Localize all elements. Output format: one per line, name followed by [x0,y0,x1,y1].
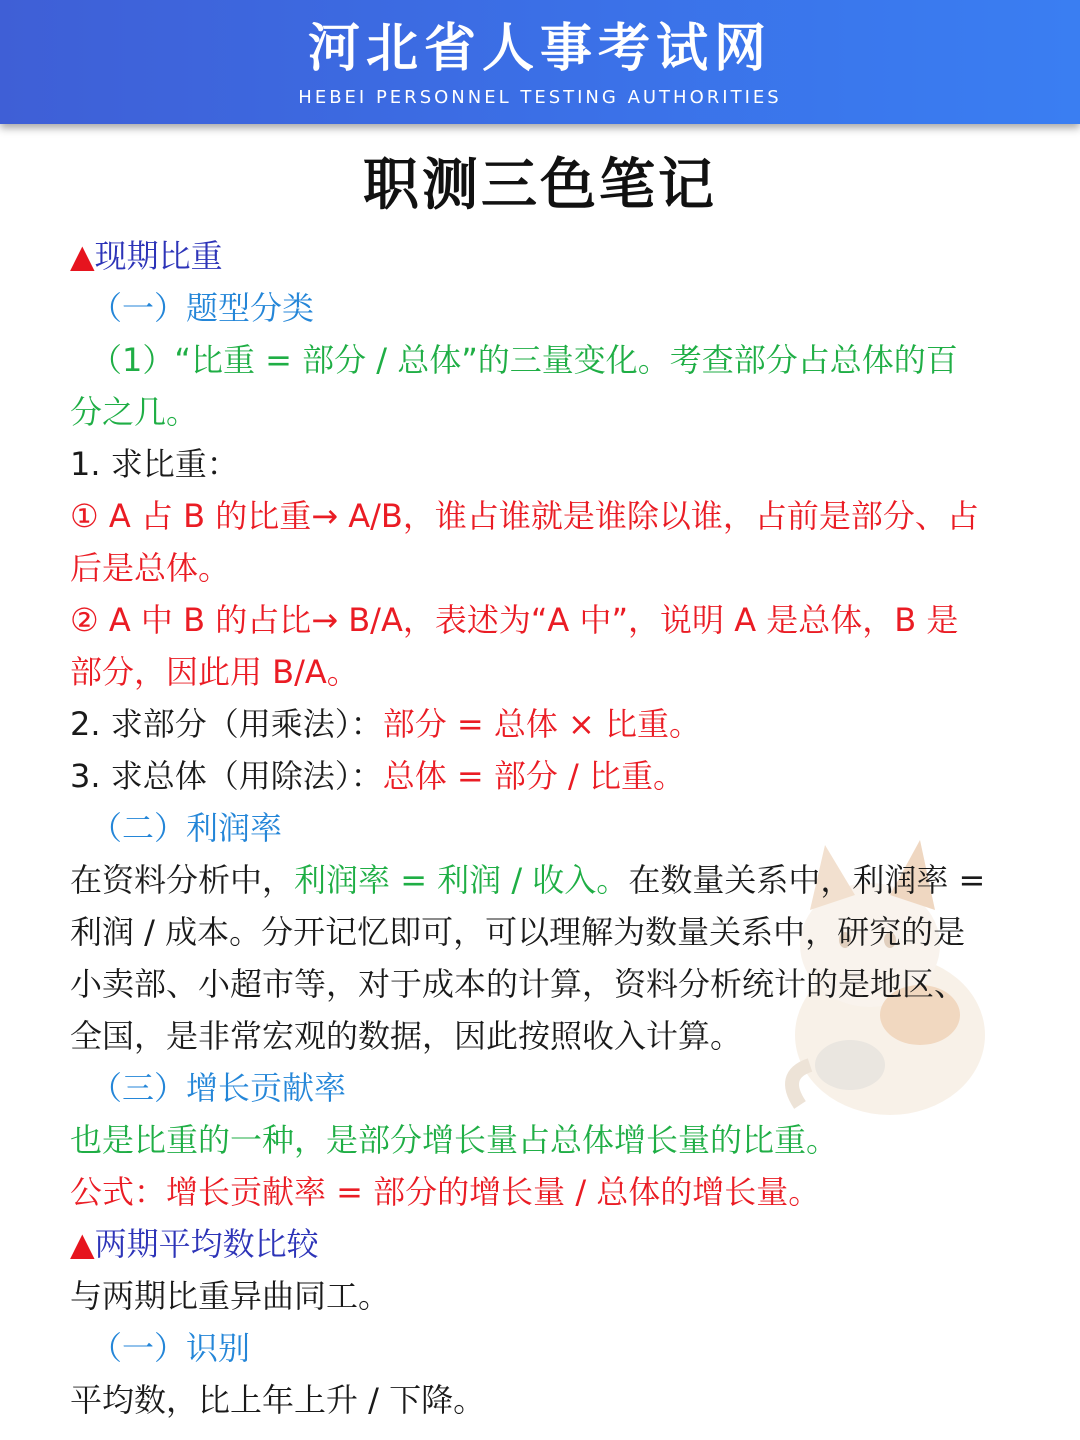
header-banner [0,0,1080,124]
note-text: （1）“比重 = 部分 / 总体”的三量变化。考查部分占总体的百 [90,341,958,379]
triangle-icon: ▲ [70,1225,95,1263]
note-text: ② A 中 B 的占比→ B/A，表述为“A 中”，说明 A 是总体，B 是 [70,601,959,639]
subsection-title: （三）增长贡献率 [90,1069,347,1107]
section-heading [70,230,1045,282]
formula: 部分 = 总体 × 比重。 [382,705,702,743]
note-text: 分之几。 [70,393,199,431]
item-label: 1. 求比重： [70,445,239,483]
notes-body [70,230,1045,1426]
subsection-title: （二）利润率 [90,809,283,847]
note-text: 在数量关系中，利润率 = [628,861,986,899]
section-heading [70,1218,1045,1270]
note-text: ① A 占 B 的比重→ A/B，谁占谁就是谁除以谁，占前是部分、占 [70,497,979,535]
site-title: 河北省人事考试网 [307,19,772,79]
note-text: 与两期比重异曲同工。 [70,1277,391,1315]
note-text: 小卖部、小超市等，对于成本的计算，资料分析统计的是地区、 [70,965,967,1003]
item-row [70,750,1045,802]
item-label: 3. 求总体（用除法）： [70,757,383,795]
page-title: 职测三色笔记 [363,153,717,218]
note-text: 在资料分析中， [70,861,295,899]
site-subtitle: HEBEI PERSONNEL TESTING AUTHORITIES [298,87,782,108]
subsection-title: （一）识别 [90,1329,251,1367]
subsection-title: （一）题型分类 [90,289,315,327]
note-text: 也是比重的一种，是部分增长量占总体增长量的比重。 [70,1121,839,1159]
formula: 公式：增长贡献率 = 部分的增长量 / 总体的增长量。 [70,1173,821,1211]
section-title: 现期比重 [94,237,223,275]
section-title: 两期平均数比较 [94,1225,319,1263]
note-text: 全国，是非常宏观的数据，因此按照收入计算。 [70,1017,743,1055]
note-text: 平均数，比上年上升 / 下降。 [70,1381,486,1419]
formula: 总体 = 部分 / 比重。 [382,757,686,795]
item-row [70,698,1045,750]
formula: 利润率 = 利润 / 收入。 [294,861,629,899]
note-text: 后是总体。 [70,549,231,587]
note-text: 利润 / 成本。分开记忆即可，可以理解为数量关系中，研究的是 [70,913,966,951]
triangle-icon: ▲ [70,237,95,275]
paragraph-line [70,854,1045,906]
note-text: 部分，因此用 B/A。 [70,653,359,691]
item-label: 2. 求部分（用乘法）： [70,705,383,743]
